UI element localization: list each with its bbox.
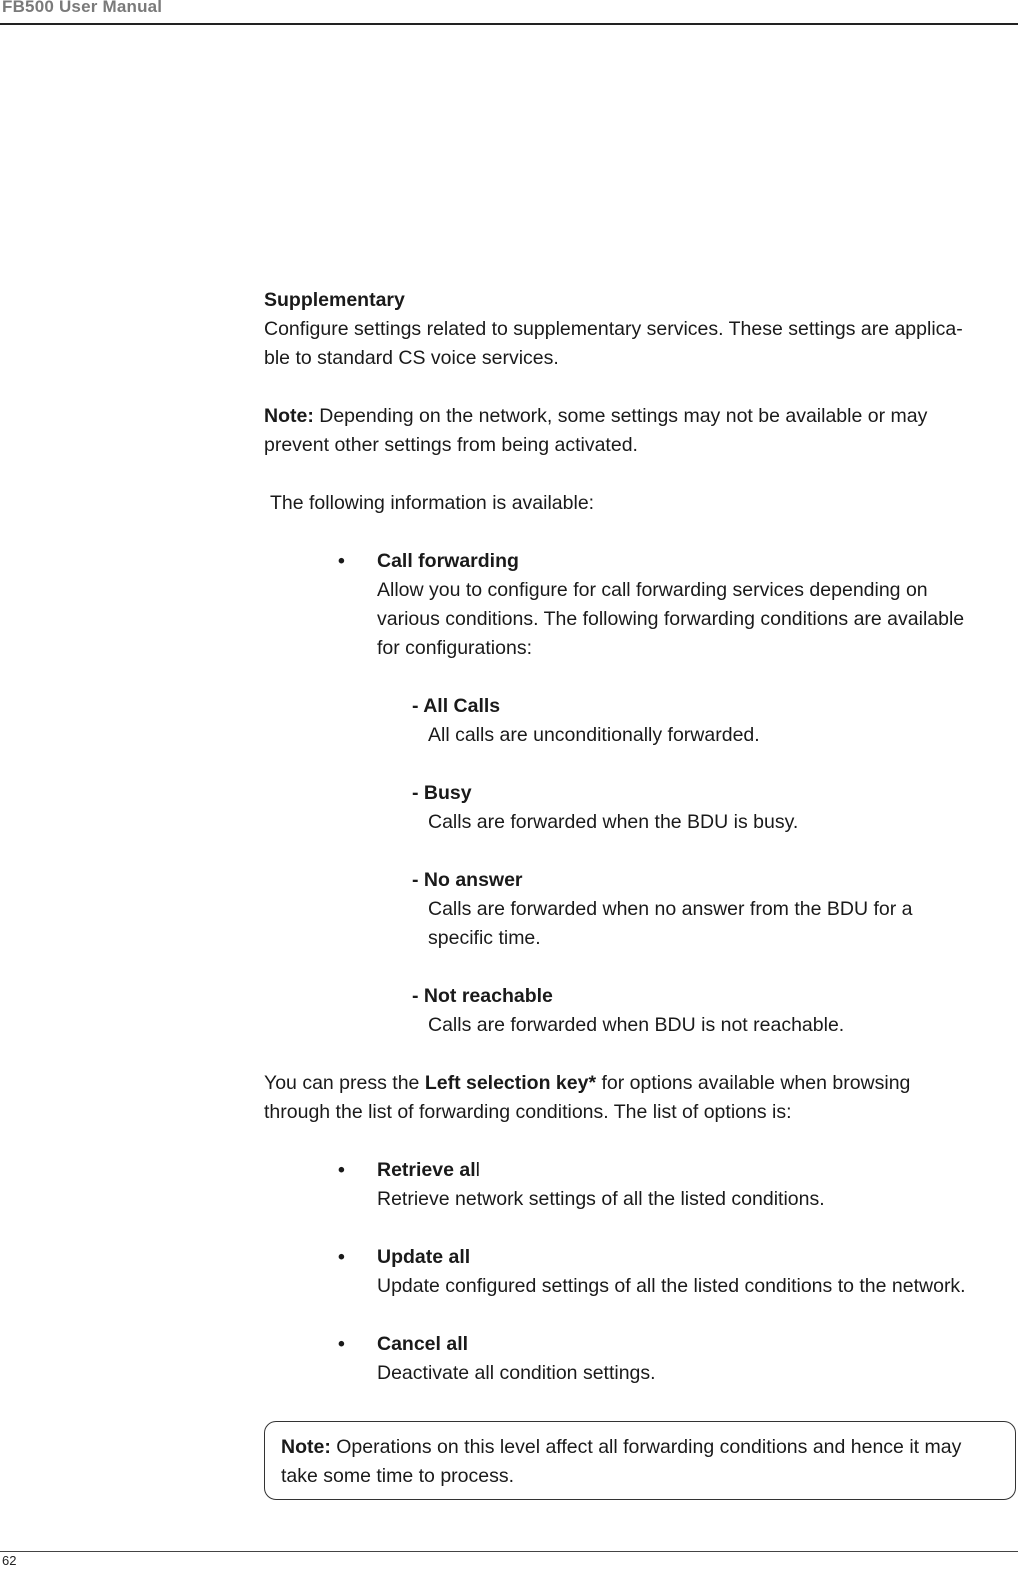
condition-busy-title: - Busy: [412, 782, 472, 804]
page-number: 62: [2, 1553, 17, 1568]
option-desc: Retrieve network settings of all the listed conditions.: [377, 1188, 825, 1210]
option-desc: Deactivate all condition settings.: [377, 1362, 656, 1384]
call-forwarding-desc: Allow you to configure for call forwarding services depending on: [377, 579, 928, 601]
section-title: Supplementary: [264, 289, 405, 311]
intro-line-1: Configure settings related to supplementary services. These settings are applica-: [264, 318, 963, 340]
note-box: [264, 1421, 1016, 1500]
call-forwarding-desc: for configurations:: [377, 637, 533, 659]
bullet-dot: •: [338, 1159, 345, 1181]
condition-no-answer-title: - No answer: [412, 869, 523, 891]
running-header-title: FB500 User Manual: [2, 0, 163, 16]
option-update-all: [264, 1243, 1010, 1301]
press-text: You can press the: [264, 1072, 425, 1094]
condition-no-answer-desc: Calls are forwarded when no answer from the BDU for a: [428, 898, 913, 920]
option-title: [377, 1156, 1010, 1185]
section-content: [264, 286, 1010, 1388]
footer-rule: [0, 1551, 1018, 1552]
note-box-label: Note:: [281, 1436, 331, 1458]
note-paragraph: [264, 402, 1010, 431]
note-text: Depending on the network, some settings may not be available or may: [313, 405, 928, 427]
bullet-dot: •: [338, 1333, 345, 1355]
press-key-paragraph: [264, 1069, 1010, 1098]
option-title-tail: l: [475, 1159, 480, 1181]
condition-no-answer-desc: specific time.: [428, 927, 541, 949]
option-desc: Update configured settings of all the listed conditions to the network.: [377, 1275, 966, 1297]
available-intro: The following information is available:: [270, 492, 595, 514]
bullet-dot: •: [338, 1246, 345, 1268]
condition-all-calls-title: - All Calls: [412, 695, 501, 717]
condition-busy-desc: Calls are forwarded when the BDU is busy.: [428, 811, 799, 833]
option-title: Update all: [377, 1246, 471, 1268]
note-box-text: Operations on this level affect all forwarding conditions and hence it may: [330, 1436, 962, 1458]
call-forwarding-title: Call forwarding: [377, 550, 519, 572]
option-title-bold: Retrieve al: [377, 1159, 476, 1181]
call-forwarding-desc: various conditions. The following forwarding conditions are available: [377, 608, 965, 630]
option-cancel-all: [264, 1330, 1010, 1388]
note-text-line-2: prevent other settings from being activated.: [264, 434, 638, 456]
header-rule: [0, 23, 1018, 25]
option-retrieve-all: [264, 1156, 1010, 1214]
condition-not-reachable-desc: Calls are forwarded when BDU is not reachable.: [428, 1014, 845, 1036]
option-title: Cancel all: [377, 1333, 469, 1355]
bullet-dot: •: [338, 550, 345, 572]
note-box-line-1: [281, 1433, 999, 1462]
press-key-line-2: through the list of forwarding conditions. The list of options is:: [264, 1101, 792, 1123]
note-label: Note:: [264, 405, 314, 427]
condition-all-calls-desc: All calls are unconditionally forwarded.: [428, 724, 760, 746]
bullet-call-forwarding: [264, 547, 1010, 663]
condition-not-reachable-title: - Not reachable: [412, 985, 553, 1007]
note-box-line-2: take some time to process.: [281, 1465, 515, 1487]
press-text: for options available when browsing: [596, 1072, 911, 1094]
left-selection-key: Left selection key*: [424, 1072, 597, 1094]
intro-line-2: ble to standard CS voice services.: [264, 347, 559, 369]
